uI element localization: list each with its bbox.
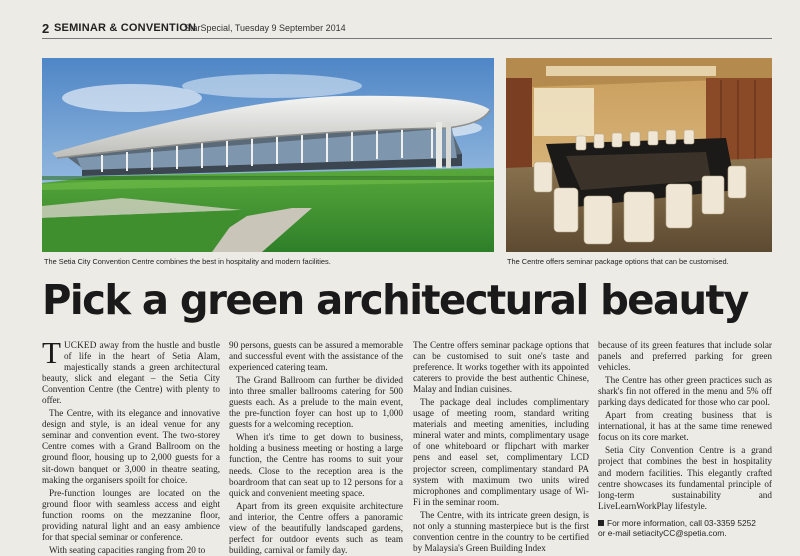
article-headline: Pick a green architectural beauty [42, 276, 748, 324]
contact-line-2: or e-mail setiacityCC@spetia.com. [598, 528, 727, 539]
paragraph: Apart from its green exquisite architecture and interior, the Centre offers a panoramic view of the beautifully landscaped gardens, perfect for outdoor events such as team building, carnival or family day. [229, 500, 403, 555]
paragraph: The Centre, with its elegance and innovative design and style, is an ideal venue for any seminar and convention event. The two-storey Centre comes with a Grand Ballroom on the ground floor, housing up to 2,000 guests for a sit-down banquet or 3,000 in theatre seating, making the organisers spoilt for choice. [42, 408, 220, 485]
seminar-room-photo [506, 58, 772, 252]
paragraph: because of its green features that include solar panels and preferred parking for green vehicles. [598, 340, 772, 373]
article-column-3 [413, 340, 589, 553]
dateline: StarSpecial, Tuesday 9 September 2014 [184, 23, 346, 33]
paragraph: Setia City Convention Centre is a grand project that combines the best in hospitality and modern facilities. This elegantly crafted centre showcases its fundamental principle of long-term sustainability and LiveLearnWorkPlay lifestyle. [598, 445, 772, 511]
article-column-4 [598, 340, 772, 539]
paragraph: The Centre has other green practices such as shark's fin not offered in the menu and 5% off parking days dedicated for those who car pool. [598, 375, 772, 408]
paragraph: The Grand Ballroom can further be divided into three smaller ballrooms catering for 500 guests each. As a prelude to the main event, the pre-function foyer can host up to 1,000 guests for a welcoming reception. [229, 375, 403, 430]
page-header [42, 20, 772, 39]
article-column-2 [229, 340, 403, 555]
paragraph: When it's time to get down to business, holding a business meeting or hosting a large function, the Centre has rooms to suit your needs. Close to the reception area is the boardroom that can seat up to 12 persons for a quick and convenient meeting space. [229, 432, 403, 498]
left-photo-caption: The Setia City Convention Centre combines the best in hospitality and modern facilities. [44, 257, 331, 266]
page-number: 2 [42, 21, 50, 36]
paragraph: With seating capacities ranging from 20 to [49, 544, 206, 555]
contact-info [598, 518, 772, 539]
paragraph: The Centre offers seminar package options that can be customised to suit one's taste and preference. It works together with its appointed caterers to provide the best authentic Chinese, Malay and Indian cuisines. [413, 340, 589, 395]
lead-text: away from the hustle and bustle of life in the heart of Setia Alam, majestically stands a green architectural beauty, slick and elegant – the Setia City Convention Centre (the Centre) with plenty to offer. [42, 340, 220, 406]
right-photo-caption: The Centre offers seminar package options that can be customised. [507, 257, 729, 266]
contact-line-1: For more information, call 03-3359 5252 [607, 517, 756, 528]
convention-centre-exterior-photo [42, 58, 494, 252]
paragraph: Apart from creating business that is international, it has at the same time renewed focus on its core market. [598, 410, 772, 443]
lead-caps: UCKED [63, 340, 97, 350]
paragraph: 90 persons, guests can be assured a memorable and successful event with the assistance of the experienced catering team. [229, 340, 403, 373]
paragraph: The package deal includes complimentary usage of meeting room, standard writing materials and meeting amenities, including mineral water and mints, complimentary usage of one whiteboard or flipchart with marker pens and easel set, complimentary LCD projector screen, complimentary standard PA system with maximum two units wired microphones and complimentary usage of Wi-Fi in the seminar room. [413, 397, 589, 507]
drop-cap: T [42, 335, 61, 370]
article-column-1 [42, 335, 220, 555]
bullet-square-icon [598, 520, 604, 526]
paragraph: The Centre, with its intricate green design, is not only a stunning masterpiece but is the first convention centre in the country to be certified by Malaysia's Green Building Index [413, 509, 589, 553]
section-title: SEMINAR & CONVENTION [54, 22, 197, 34]
paragraph: Pre-function lounges are located on the ground floor with seamless access and eight function rooms on the mezzanine floor, providing natural light and an easy ambience for that special seminar or conference. [42, 487, 220, 542]
lead-paragraph [42, 335, 220, 406]
